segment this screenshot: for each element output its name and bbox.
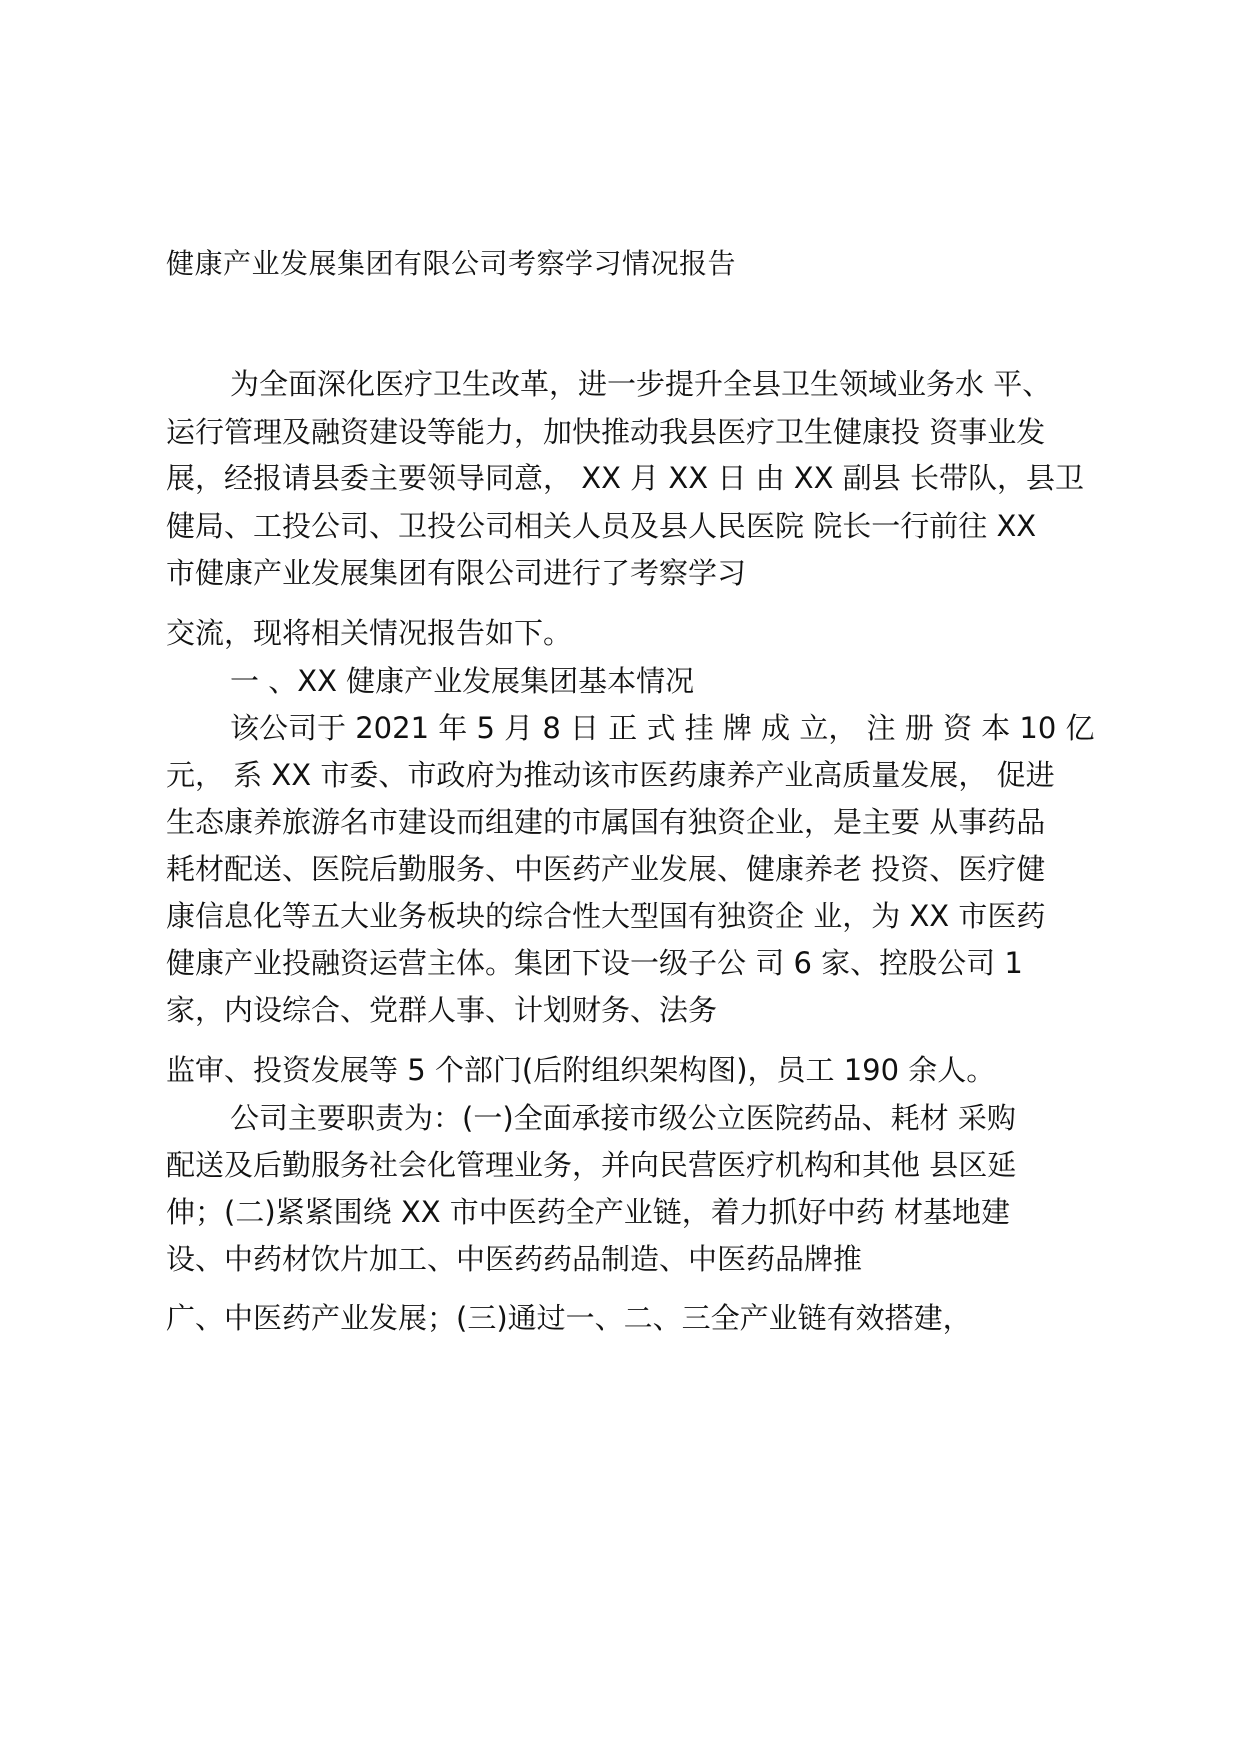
paragraph-line: 展，经报请县委主要领导同意， XX 月 XX 日 由 XX 副县 长带队，县卫 [166, 461, 1084, 495]
paragraph-line: 生态康养旅游名市建设而组建的市属国有独资企业，是主要 从事药品 [166, 805, 1046, 839]
paragraph-line: 广、中医药产业发展；(三)通过一、二、三全产业链有效搭建， [166, 1301, 972, 1335]
paragraph-line: 家，内设综合、党群人事、计划财务、法务 [166, 993, 718, 1027]
paragraph-line: 健局、工投公司、卫投公司相关人员及县人民医院 院长一行前往 XX [166, 509, 1037, 543]
section-heading: 一 、XX 健康产业发展集团基本情况 [230, 664, 695, 698]
paragraph-line: 运行管理及融资建设等能力，加快推动我县医疗卫生健康投 资事业发 [166, 415, 1046, 449]
paragraph-line: 配送及后勤服务社会化管理业务，并向民营医疗机构和其他 县区延 [166, 1148, 1017, 1182]
paragraph-line: 交流，现将相关情况报告如下。 [166, 616, 573, 650]
paragraph-line: 健康产业投融资运营主体。集团下设一级子公 司 6 家、控股公司 1 [166, 946, 1023, 980]
paragraph-line: 为全面深化医疗卫生改革，进一步提升全县卫生领域业务水 平、 [230, 367, 1052, 401]
paragraph-line: 耗材配送、医院后勤服务、中医药产业发展、健康养老 投资、医疗健 [166, 852, 1046, 886]
paragraph-line: 该公司于 2021 年 5 月 8 日 正 式 挂 牌 成 立， 注 册 资 本 10 亿 [230, 711, 1095, 745]
paragraph-line: 元， 系 XX 市委、市政府为推动该市医药康养产业高质量发展， 促进 [166, 758, 1055, 792]
paragraph-line: 公司主要职责为：(一)全面承接市级公立医院药品、耗材 采购 [230, 1101, 1016, 1135]
paragraph-line: 康信息化等五大业务板块的综合性大型国有独资企 业，为 XX 市医药 [166, 899, 1046, 933]
document-title: 健康产业发展集团有限公司考察学习情况报告 [166, 247, 737, 280]
paragraph-line: 监审、投资发展等 5 个部门(后附组织架构图)，员工 190 余人。 [166, 1053, 996, 1087]
paragraph-line: 市健康产业发展集团有限公司进行了考察学习 [166, 556, 747, 590]
paragraph-line: 伸；(二)紧紧围绕 XX 市中医药全产业链，着力抓好中药 材基地建 [166, 1195, 1011, 1229]
paragraph-line: 设、中药材饮片加工、中医药药品制造、中医药品牌推 [166, 1242, 863, 1276]
